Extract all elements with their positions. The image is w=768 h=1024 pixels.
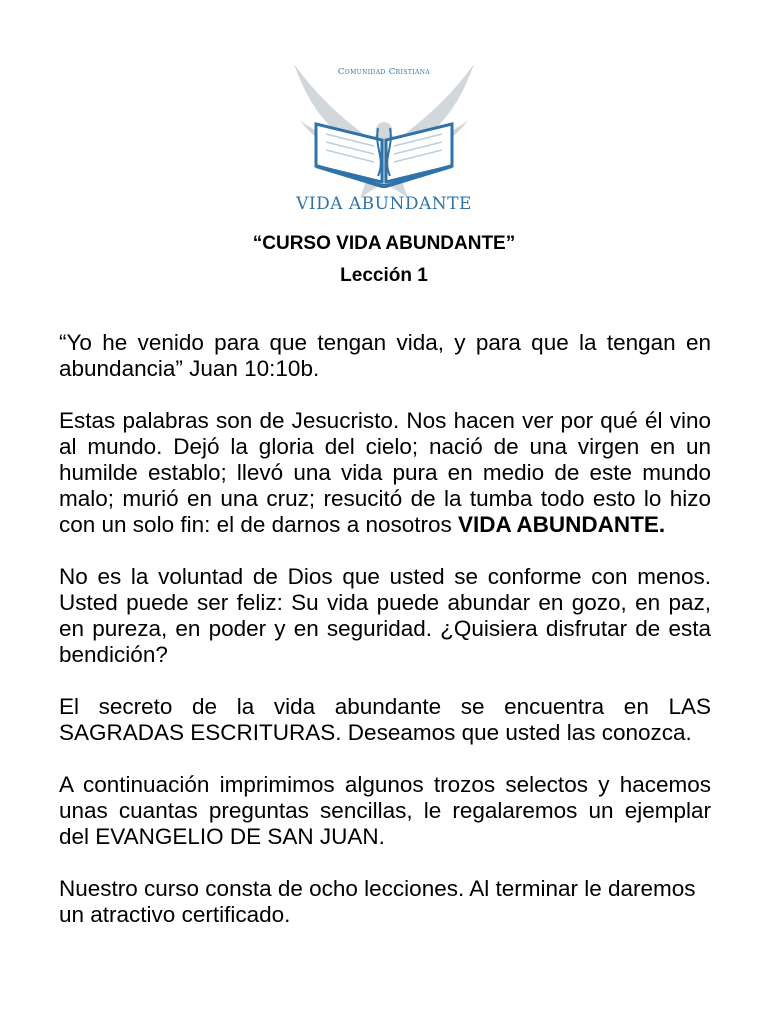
course-title: “CURSO VIDA ABUNDANTE” [252,233,516,254]
paragraph-secret: El secreto de la vida abundante se encuentra en LAS SAGRADAS ESCRITURAS. Deseamos que usted las conozca. [59,694,711,745]
paragraph-jesus-text: Estas palabras son de Jesucristo. Nos hacen ver por qué él vino al mundo. Dejó la gloria del cielo; nació de una virgen en un humilde establo; llevó una vida pura en medio de este mundo malo; murió en una cruz; resucitó de la tumba todo esto lo hizo con un solo fin: el de darnos a nosotros [59,408,711,537]
paragraph-course: Nuestro curso consta de ocho lecciones. Al terminar le daremos un atractivo certificado. [59,876,696,927]
paragraph-jesus [59,408,711,538]
logo-top-text: Comunidad Cristiana [337,67,431,77]
paragraph-excerpts: A continuación imprimimos algunos trozos selectos y hacemos unas cuantas preguntas sencillas, le regalaremos un ejemplar del EVANGELIO DE SAN JUAN. [59,772,711,849]
paragraph-quote: “Yo he venido para que tengan vida, y para que la tengan en abundancia” Juan 10:10b. [59,330,711,381]
lesson-title: Lección 1 [340,265,428,286]
paragraph-jesus-bold: VIDA ABUNDANTE. [458,512,666,537]
lesson-body [59,330,711,954]
logo [286,58,482,218]
paragraph-will: No es la voluntad de Dios que usted se conforme con menos. Usted puede ser feliz: Su vida puede abundar en gozo, en paz, en pureza, en poder y en seguridad. ¿Quisiera disfrutar de esta bendición? [59,564,711,667]
logo-name: VIDA ABUNDANTE [296,194,472,214]
